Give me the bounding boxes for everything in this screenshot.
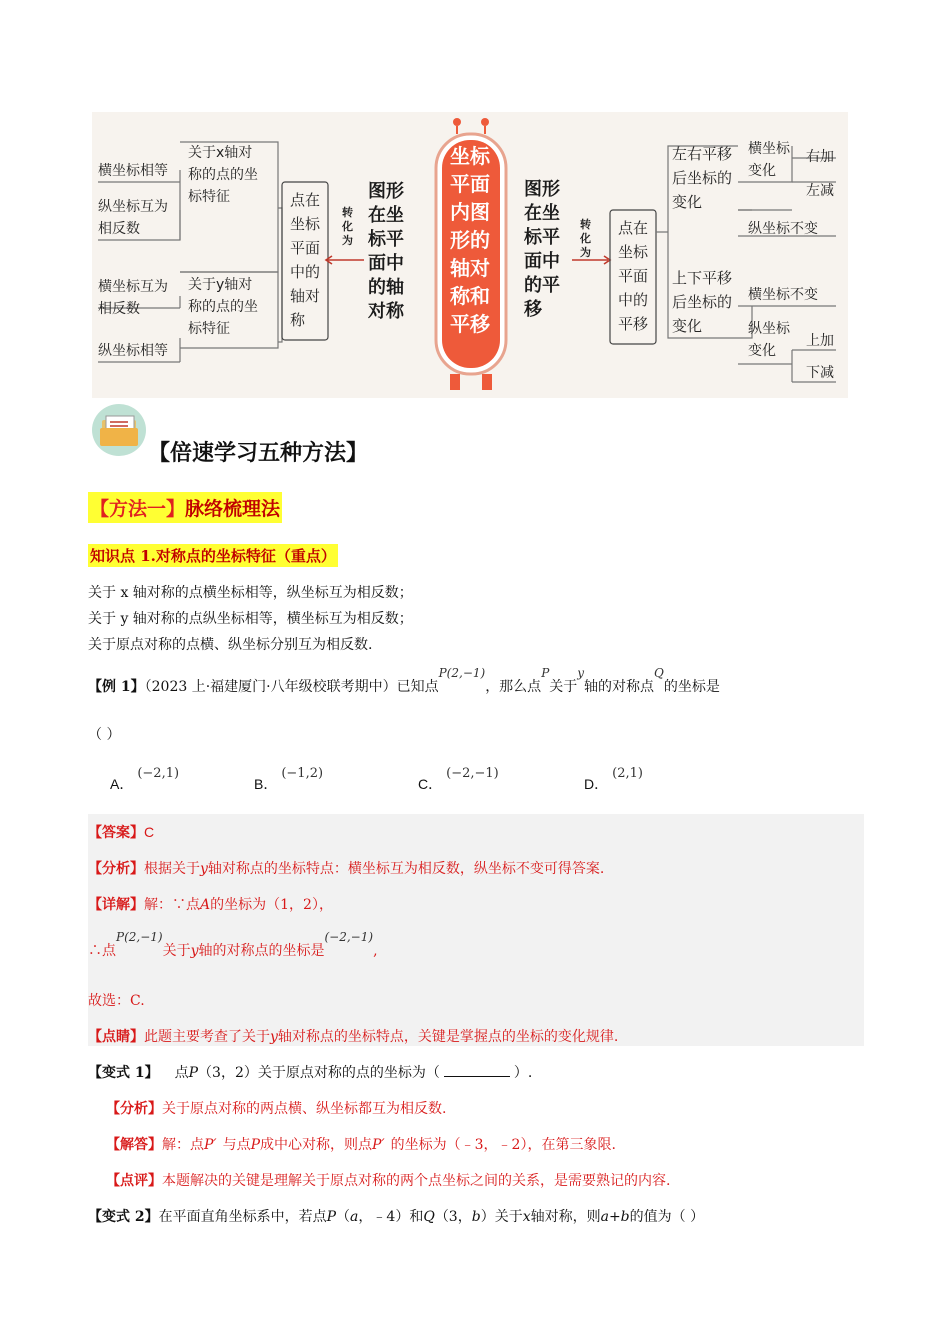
solution-box	[88, 814, 864, 1046]
example1-source: （2023 上·福建厦门·八年级校联考期中）已知点	[144, 679, 439, 695]
example1-about: 关于	[549, 679, 578, 695]
option-d-value: (2,1)	[612, 766, 643, 781]
option-c[interactable]: C．(−2,−1)	[418, 766, 499, 792]
left-arrow-label: 转 化 为	[342, 206, 353, 247]
solution-detail: 【详解】解：∵点A的坐标为（1，2），	[88, 897, 333, 913]
solution-choice: 故选：C.	[88, 993, 145, 1009]
solution-point-q: (−2,−1)	[324, 930, 374, 944]
right-ud-x: 横坐标不变	[748, 287, 818, 303]
right-lr-x: 横坐标 变化	[748, 141, 790, 179]
solution-point-p: P(2,−1)	[116, 930, 163, 944]
method-bracket-open: 【	[90, 498, 110, 520]
page-heading: 【倍速学习五种方法】	[148, 440, 369, 466]
example1-point-p: P(2,−1)	[438, 666, 486, 680]
right-ud-y-b: 下减	[806, 365, 834, 381]
example1-paren: （ ）	[88, 727, 121, 743]
option-c-value: (−2,−1)	[446, 766, 499, 781]
answer-blank[interactable]	[444, 1063, 510, 1077]
variant1-comment: 【点评】本题解决的关键是理解关于原点对称的两个点坐标之间的关系，是需要熟记的内容.	[106, 1173, 671, 1189]
right-ud-y-a: 上加	[806, 333, 834, 349]
example1-mid: ，那么点	[485, 679, 542, 695]
left-main-topic: 图形 在坐 标平 面中 的轴 对称	[368, 181, 404, 322]
right-lr-y: 纵坐标不变	[748, 221, 818, 237]
mind-map	[92, 112, 848, 398]
example1-tag: 【例 1】	[88, 679, 145, 695]
right-ud-title: 上下平移 后坐标的 变化	[672, 269, 733, 335]
method-title	[88, 492, 282, 523]
left-x-item2: 纵坐标互为 相反数	[98, 199, 168, 237]
folder-icon	[92, 404, 146, 456]
right-lr-x-b: 左减	[806, 183, 834, 199]
left-x-title: 关于x轴对 称的点的坐 标特征	[188, 145, 258, 205]
left-y-title: 关于y轴对 称的点的坐 标特征	[188, 277, 258, 337]
example1-end: 的坐标是	[663, 679, 720, 695]
center-topic: 坐标 平面 内图 形的 轴对 称和 平移	[450, 144, 490, 336]
rule-y-axis: 关于 y 轴对称的点纵坐标相等，横坐标互为相反数；	[88, 611, 413, 627]
example1-axis: y	[577, 666, 585, 680]
option-d[interactable]: D．(2,1)	[584, 766, 643, 792]
variant1-answer: 【解答】解：点P′ 与点P成中心对称，则点P′ 的坐标为（﹣3，﹣2），在第三象限.	[106, 1137, 616, 1153]
method-bracket-close: 】	[166, 498, 186, 520]
solution-analysis: 【分析】根据关于y轴对称点的坐标特点：横坐标互为相反数，纵坐标不变可得答案.	[88, 861, 605, 877]
method-label: 方法一	[109, 498, 167, 520]
option-b-value: (−1,2)	[281, 766, 324, 781]
variant1-tag: 【变式 1】	[88, 1065, 159, 1081]
option-b[interactable]: B．(−1,2)	[254, 766, 324, 792]
rule-x-axis: 关于 x 轴对称的点横坐标相等，纵坐标互为相反数；	[88, 585, 413, 601]
option-a-value: (−2,1)	[137, 766, 180, 781]
left-x-item1: 横坐标相等	[98, 163, 168, 179]
variant1-question: 【变式 1】 点P（3，2）关于原点对称的点的坐标为（ ）.	[88, 1065, 533, 1081]
right-ud-y: 纵坐标 变化	[748, 321, 790, 359]
solution-answer: 【答案】C	[88, 824, 155, 841]
example1-p: P	[541, 666, 550, 680]
example1-question	[88, 666, 720, 696]
solution-comment: 【点睛】此题主要考查了关于y轴对称点的坐标特点，关键是掌握点的坐标的变化规律.	[88, 1029, 619, 1045]
right-arrow-label: 转 化 为	[580, 218, 591, 259]
right-point-box: 点在 坐标 平面 中的 平移	[618, 219, 649, 333]
left-point-box: 点在 坐标 平面 中的 轴对 称	[290, 191, 321, 329]
variant2-question: 【变式 2】在平面直角坐标系中，若点P（a，﹣4）和Q（3，b）关于x轴对称，则a+b的值为（ ）	[88, 1209, 705, 1225]
right-lr-title: 左右平移 后坐标的 变化	[672, 145, 733, 211]
knowledge-point-title: 知识点 1.对称点的坐标特征（重点）	[88, 544, 338, 567]
right-main-topic: 图形 在坐 标平 面中 的平 移	[524, 179, 560, 320]
example1-tail: 轴的对称点	[584, 679, 655, 695]
left-y-item2: 纵坐标相等	[98, 343, 168, 359]
variant1-analysis: 【分析】关于原点对称的两点横、纵坐标都互为相反数.	[106, 1101, 447, 1117]
example1-q: Q	[654, 666, 664, 680]
option-a[interactable]: A．(−2,1)	[110, 766, 180, 792]
variant2-tag: 【变式 2】	[88, 1209, 159, 1225]
rule-origin: 关于原点对称的点横、纵坐标分别互为相反数.	[88, 637, 373, 653]
solution-therefore: ∴点P(2,−1)关于y轴的对称点的坐标是(−2,−1),	[88, 930, 378, 959]
right-lr-x-a: 右加	[806, 149, 834, 165]
left-y-item1: 横坐标互为 相反数	[98, 279, 168, 317]
method-name: 脉络梳理法	[185, 498, 281, 520]
